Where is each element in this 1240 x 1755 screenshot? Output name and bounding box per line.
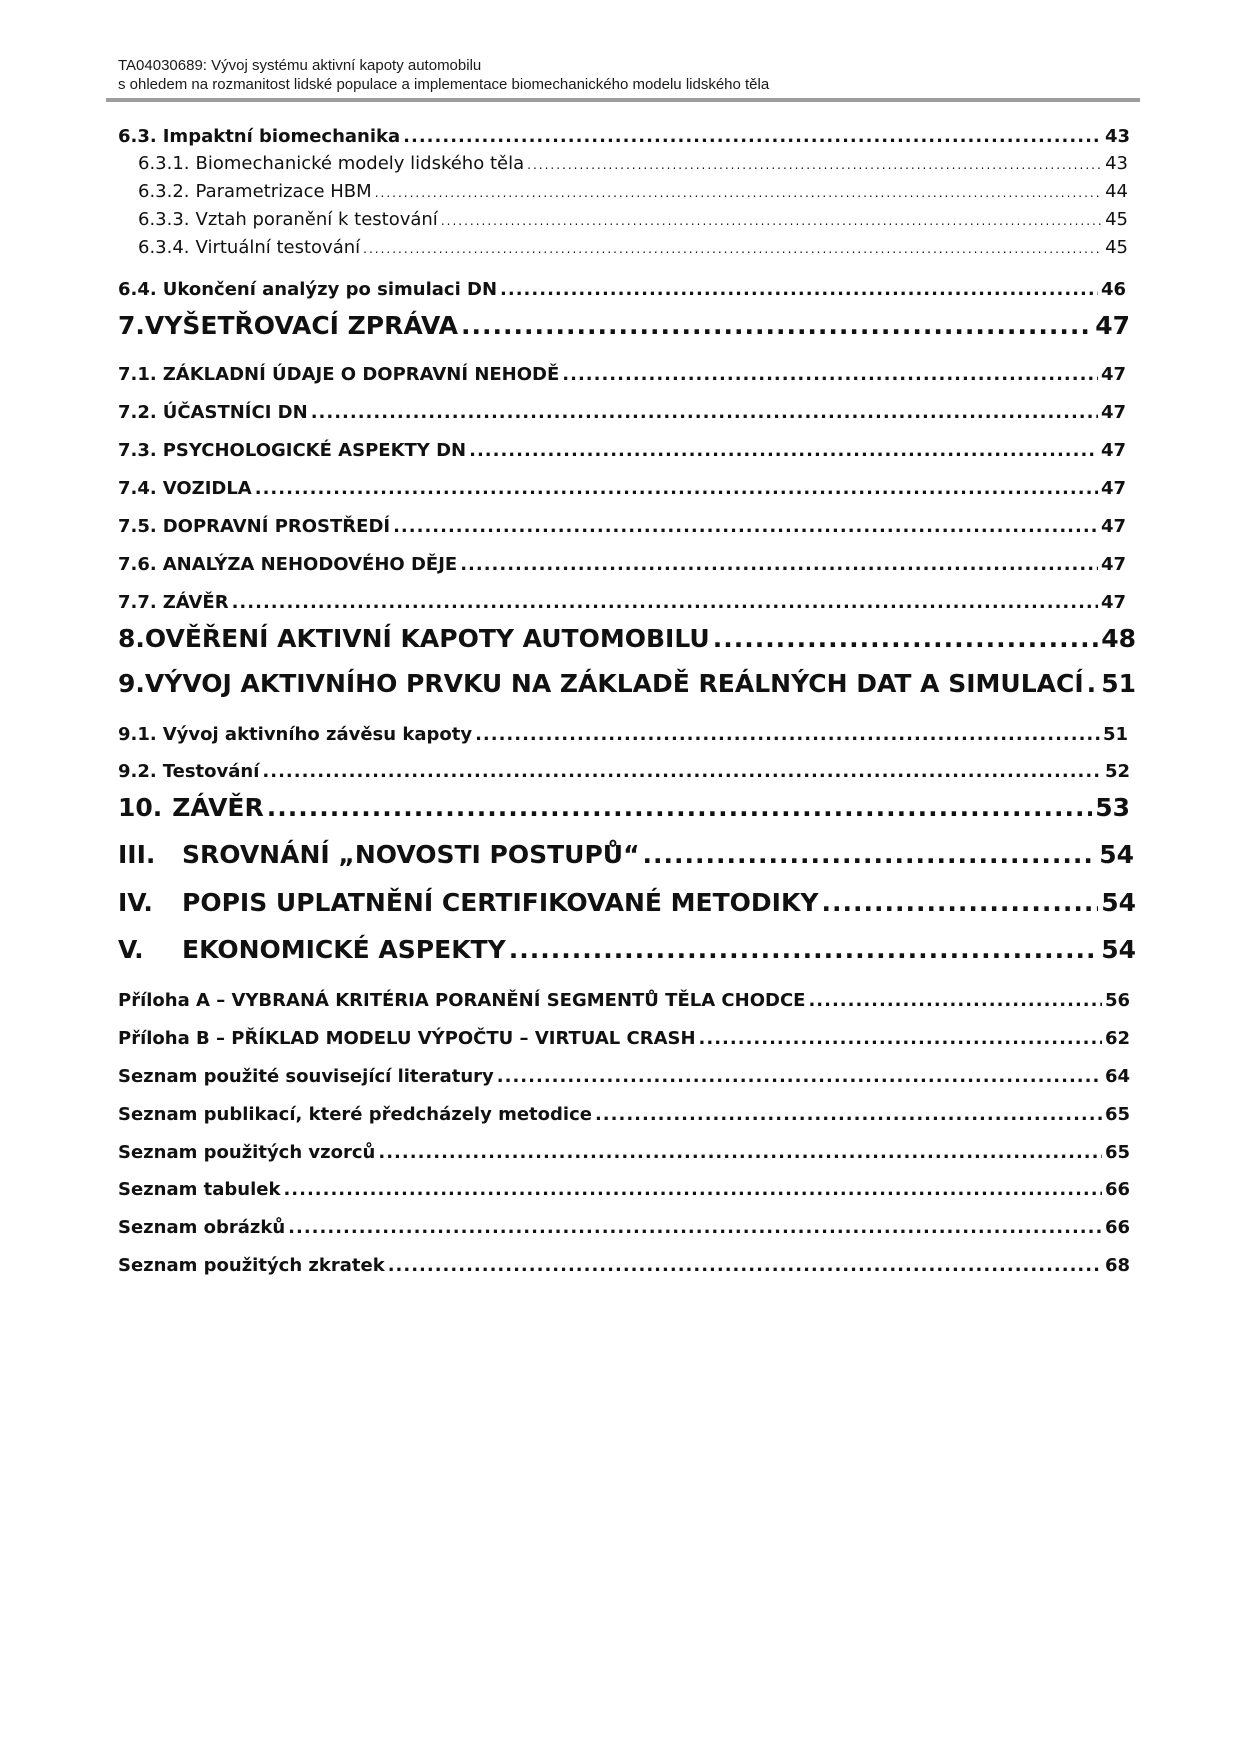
toc-entry-title: Seznam publikací, které předcházely metodice	[118, 1104, 592, 1125]
toc-entry[interactable]	[118, 311, 1130, 340]
toc-entry-page: 52	[1104, 761, 1130, 782]
toc-entry-page: 68	[1104, 1255, 1130, 1276]
toc-entry[interactable]	[118, 1179, 1130, 1200]
toc-entry-page: 47	[1100, 440, 1126, 461]
toc-entry-page: 53	[1095, 793, 1130, 822]
toc-entry-number: III.	[118, 840, 156, 869]
toc-leader-dots	[460, 554, 1098, 575]
toc-entry[interactable]	[118, 126, 1130, 147]
toc-entry-title: Seznam použité související literatury	[118, 1066, 494, 1087]
toc-entry-title: ÚČASTNÍCI DN	[162, 402, 308, 423]
toc-leader-dots	[283, 1179, 1102, 1200]
header-line-2: s ohledem na rozmanitost lidské populace a implementace biomechanického modelu lidského těla	[118, 76, 770, 93]
toc-entry-page: 47	[1095, 311, 1130, 340]
toc-entry[interactable]	[118, 1142, 1130, 1163]
toc-entry-title: POPIS UPLATNĚNÍ CERTIFIKOVANÉ METODIKY	[182, 888, 819, 917]
toc-entry-page: 48	[1101, 624, 1136, 653]
toc-leader-dots	[461, 311, 1092, 340]
toc-entry-title: VYŠETŘOVACÍ ZPRÁVA	[144, 311, 459, 340]
header-line-1: TA04030689: Vývoj systému aktivní kapoty automobilu	[118, 57, 482, 74]
toc-entry[interactable]	[118, 624, 1136, 653]
toc-entry-title: Příloha A – VYBRANÁ KRITÉRIA PORANĚNÍ SEGMENTŮ TĚLA CHODCE	[118, 990, 806, 1011]
toc-entry-page: 47	[1100, 554, 1126, 575]
toc-entry-number: 6.3.2.	[138, 181, 190, 202]
toc-leader-dots	[643, 840, 1097, 869]
toc-leader-dots	[375, 186, 1102, 200]
toc-leader-dots	[363, 242, 1102, 256]
toc-entry-number: 7.2.	[118, 402, 157, 423]
toc-entry-page: 47	[1100, 402, 1126, 423]
toc-entry-page: 47	[1100, 516, 1126, 537]
toc-entry-title: Testování	[162, 761, 260, 782]
toc-entry-title: Seznam obrázků	[118, 1217, 286, 1238]
toc-entry-page: 54	[1101, 935, 1136, 964]
toc-entry-number: 9.	[118, 669, 145, 698]
toc-leader-dots	[311, 402, 1098, 423]
toc-leader-dots	[497, 1066, 1102, 1087]
toc-entry[interactable]	[118, 1028, 1130, 1049]
toc-entry-title: DOPRAVNÍ PROSTŘEDÍ	[162, 516, 391, 537]
toc-entry[interactable]	[138, 237, 1128, 258]
toc-entry[interactable]	[118, 1255, 1130, 1276]
toc-entry-page: 65	[1104, 1104, 1130, 1125]
toc-entry[interactable]	[118, 279, 1126, 300]
toc-entry-page: 47	[1100, 592, 1126, 613]
toc-entry[interactable]	[138, 181, 1128, 202]
toc-leader-dots	[267, 793, 1092, 822]
toc-entry[interactable]	[118, 402, 1126, 423]
toc-entry[interactable]	[118, 793, 1130, 822]
toc-entry[interactable]	[118, 1104, 1130, 1125]
toc-entry-number: 6.3.4.	[138, 237, 190, 258]
toc-entry-page: 45	[1105, 209, 1128, 230]
toc-entry-number: 8.	[118, 624, 145, 653]
toc-entry-page: 66	[1104, 1217, 1130, 1238]
toc-entry-page: 43	[1104, 126, 1130, 147]
toc-entry-page: 64	[1104, 1066, 1130, 1087]
toc-entry[interactable]	[138, 209, 1128, 230]
toc-leader-dots	[595, 1104, 1102, 1125]
toc-entry-page: 54	[1101, 888, 1136, 917]
toc-entry-title: Impaktní biomechanika	[162, 126, 401, 147]
toc-entry-title: ANALÝZA NEHODOVÉHO DĚJE	[162, 554, 458, 575]
toc-entry-number: 7.4.	[118, 478, 157, 499]
toc-leader-dots	[562, 364, 1098, 385]
toc-leader-dots	[441, 214, 1102, 228]
toc-entry-title: VÝVOJ AKTIVNÍHO PRVKU NA ZÁKLADĚ REÁLNÝCH DAT A SIMULACÍ	[144, 669, 1084, 698]
toc-entry-page: 51	[1102, 724, 1128, 745]
toc-entry-page: 43	[1105, 153, 1128, 174]
toc-entry[interactable]	[118, 724, 1128, 745]
toc-entry-number: 6.3.3.	[138, 209, 190, 230]
toc-entry-title: OVĚŘENÍ AKTIVNÍ KAPOTY AUTOMOBILU	[144, 624, 710, 653]
toc-leader-dots	[388, 1255, 1102, 1276]
toc-entry[interactable]	[118, 888, 1136, 917]
toc-entry-number: 7.3.	[118, 440, 157, 461]
toc-entry-title: SROVNÁNÍ „NOVOSTI POSTUPŮ“	[182, 840, 640, 869]
toc-entry-number: 7.6.	[118, 554, 157, 575]
toc-entry-number: 7.	[118, 311, 145, 340]
toc-entry-page: 47	[1100, 478, 1126, 499]
toc-entry[interactable]	[118, 478, 1126, 499]
toc-leader-dots	[509, 935, 1098, 964]
toc-leader-dots	[500, 279, 1098, 300]
toc-entry-page: 46	[1100, 279, 1126, 300]
toc-leader-dots	[527, 158, 1102, 172]
toc-entry-number: 6.3.	[118, 126, 157, 147]
toc-entry-number: 7.7.	[118, 592, 157, 613]
toc-leader-dots	[475, 724, 1100, 745]
running-header	[118, 56, 1138, 94]
toc-leader-dots	[1087, 669, 1099, 698]
toc-entry-number: 6.4.	[118, 279, 157, 300]
toc-leader-dots	[821, 888, 1098, 917]
toc-leader-dots	[378, 1142, 1102, 1163]
toc-leader-dots	[808, 990, 1101, 1011]
toc-leader-dots	[713, 624, 1099, 653]
toc-entry[interactable]	[118, 669, 1136, 698]
toc-entry-title: ZÁKLADNÍ ÚDAJE O DOPRAVNÍ NEHODĚ	[162, 364, 560, 385]
toc-entry-page: 45	[1105, 237, 1128, 258]
toc-entry-page: 56	[1104, 990, 1130, 1011]
toc-entry[interactable]	[118, 364, 1126, 385]
toc-entry[interactable]	[118, 990, 1130, 1011]
toc-entry-title: PSYCHOLOGICKÉ ASPEKTY DN	[162, 440, 467, 461]
toc-entry[interactable]	[118, 1066, 1130, 1087]
toc-entry-title: ZÁVĚR	[162, 592, 229, 613]
toc-entry-number: 9.1.	[118, 724, 157, 745]
toc-entry-title: ZÁVĚR	[172, 793, 264, 822]
toc-leader-dots	[393, 516, 1098, 537]
toc-entry-number: V.	[118, 935, 144, 964]
toc-entry-title: Seznam tabulek	[118, 1179, 281, 1200]
toc-entry-number: 7.1.	[118, 364, 157, 385]
toc-entry-number: IV.	[118, 888, 153, 917]
toc-leader-dots	[262, 761, 1102, 782]
header-divider	[106, 98, 1140, 102]
toc-entry-page: 44	[1105, 181, 1128, 202]
toc-entry-title: Biomechanické modely lidského těla	[195, 153, 525, 174]
toc-entry-number: 7.5.	[118, 516, 157, 537]
toc-entry[interactable]	[118, 761, 1130, 782]
toc-entry[interactable]	[118, 840, 1134, 869]
toc-leader-dots	[699, 1028, 1102, 1049]
toc-leader-dots	[232, 592, 1098, 613]
toc-entry-title: EKONOMICKÉ ASPEKTY	[182, 935, 506, 964]
toc-leader-dots	[288, 1217, 1102, 1238]
toc-entry-number: 9.2.	[118, 761, 157, 782]
toc-leader-dots	[403, 126, 1102, 147]
toc-entry-page: 47	[1100, 364, 1126, 385]
toc-entry-page: 65	[1104, 1142, 1130, 1163]
toc-entry-title: Příloha B – PŘÍKLAD MODELU VÝPOČTU – VIRTUAL CRASH	[118, 1028, 696, 1049]
toc-entry-title: Vztah poranění k testování	[195, 209, 438, 230]
toc-entry-title: VOZIDLA	[162, 478, 252, 499]
toc-entry-title: Vývoj aktivního závěsu kapoty	[162, 724, 473, 745]
toc-entry-page: 62	[1104, 1028, 1130, 1049]
toc-entry-title: Seznam použitých zkratek	[118, 1255, 385, 1276]
toc-leader-dots	[255, 478, 1098, 499]
toc-entry-title: Seznam použitých vzorců	[118, 1142, 376, 1163]
toc-leader-dots	[469, 440, 1098, 461]
toc-entry-page: 54	[1099, 840, 1134, 869]
toc-entry-title: Parametrizace HBM	[195, 181, 372, 202]
toc-entry[interactable]	[138, 153, 1128, 174]
toc-entry[interactable]	[118, 516, 1126, 537]
toc-entry-title: Ukončení analýzy po simulaci DN	[162, 279, 498, 300]
toc-entry-number: 6.3.1.	[138, 153, 190, 174]
toc-entry[interactable]	[118, 1217, 1130, 1238]
toc-entry-number: 10.	[118, 793, 163, 822]
toc-entry[interactable]	[118, 935, 1136, 964]
toc-entry-page: 66	[1104, 1179, 1130, 1200]
toc-entry[interactable]	[118, 440, 1126, 461]
toc-entry[interactable]	[118, 554, 1126, 575]
toc-entry[interactable]	[118, 592, 1126, 613]
toc-entry-page: 51	[1101, 669, 1136, 698]
toc-entry-title: Virtuální testování	[195, 237, 361, 258]
